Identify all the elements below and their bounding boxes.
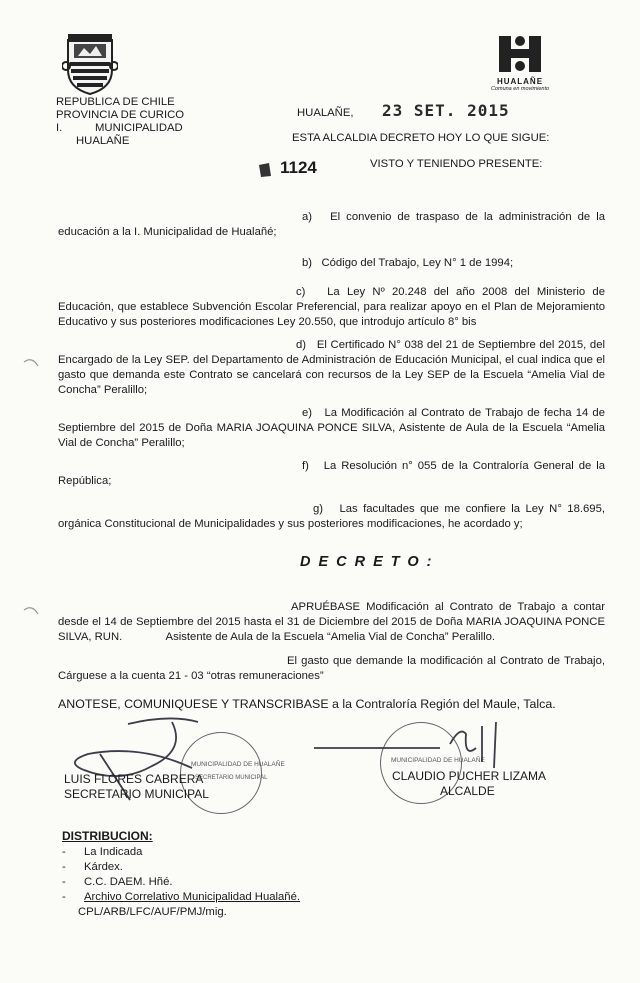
secretario-name: LUIS FLORES CABRERA	[64, 772, 204, 786]
secretario-title: SECRETARIO MUNICIPAL	[64, 787, 209, 801]
considerando-c: c) La Ley Nº 20.248 del año 2008 del Ministerio de Educación, que establece Subvención Escolar Preferencial, para realizar apoyo en el Plan de Mejoramiento Educativo y sus posteriores modificaciones Ley 20.550, que introdujo artículo 8° bis	[58, 286, 605, 328]
secretario-seal-sub: SECRETARIO MUNICIPAL	[195, 775, 268, 781]
considerando-b: b) Código del Trabajo, Ley N° 1 de 1994;	[302, 257, 514, 269]
decreto-title: DECRETO:	[300, 554, 440, 570]
anotese-line: ANOTESE, COMUNIQUESE Y TRANSCRIBASE a la Contraloría Región del Maule, Talca.	[58, 697, 556, 711]
letterhead-prefix: I.	[56, 122, 63, 134]
resolutivo-gasto: El gasto que demande la modificación al Contrato de Trabajo, Cárguese a la cuenta 21 - 03 “otras remuneraciones”	[58, 655, 605, 682]
considerando-a: a) El convenio de traspaso de la administración de la educación a la I. Municipalidad de Hualañé;	[58, 211, 605, 238]
header-place: HUALAÑE,	[297, 107, 354, 119]
distribucion-item: - La Indicada	[62, 846, 143, 858]
punch-mark-icon	[22, 604, 40, 622]
resolutivo-aprobase: APRUÉBASE Modificación al Contrato de Trabajo a contar desde el 14 de Septiembre del 2015 hasta el 31 de Diciembre del 2015 de Doña MARIA JOAQUINA PONCE SILVA, RUN. Asistente de Aula de la Escuela “Amelia Vial de Concha” Peralillo.	[58, 601, 605, 643]
stamp-mark-icon	[258, 162, 272, 181]
alcalde-title: ALCALDE	[440, 784, 495, 798]
hualane-logo-icon	[495, 34, 545, 74]
visto-heading: VISTO Y TENIENDO PRESENTE:	[370, 158, 543, 170]
brand-name: HUALAÑE	[496, 77, 544, 86]
distribucion-item: - Archivo Correlativo Municipalidad Hualañé.	[62, 891, 301, 903]
distribucion-item: - Kárdex.	[62, 861, 123, 873]
punch-mark-icon	[22, 356, 40, 374]
distribucion-title: DISTRIBUCION:	[62, 829, 153, 843]
hualane-brand-logo	[490, 34, 550, 94]
considerando-g: g) Las facultades que me confiere la Ley N° 18.695, orgánica Constitucional de Municipalidades y sus posteriores modificaciones, he acordado y;	[58, 503, 605, 530]
date-stamp: 23 SET. 2015	[382, 101, 510, 120]
letterhead-municipalidad: MUNICIPALIDAD	[95, 122, 183, 134]
decree-number: 1124	[280, 158, 317, 177]
distribucion-item: - C.C. DAEM. Hñé.	[62, 876, 173, 888]
brand-tagline: Comuna en movimiento	[490, 86, 550, 92]
alcalde-name: CLAUDIO PUCHER LIZAMA	[392, 769, 547, 783]
letterhead-provincia: PROVINCIA DE CURICO	[56, 109, 185, 121]
considerando-d: d) El Certificado N° 038 del 21 de Septiembre del 2015, del Encargado de la Ley SEP. del Departamento de Administración de Educación Municipal, el cual indica que el gasto que demanda este Contrato se cancelará con recursos de la Ley SEP de la Escuela “Amelia Vial de Concha” Peralillo;	[58, 339, 605, 396]
considerando-e: e) La Modificación al Contrato de Trabajo de fecha 14 de Septiembre del 2015 de Doña MARIA JOAQUINA PONCE SILVA, Asistente de Aula de la Escuela “Amelia Vial de Concha” Peralillo;	[58, 407, 605, 449]
letterhead-hualane: HUALAÑE	[76, 135, 130, 147]
decree-intro-line: ESTA ALCALDIA DECRETO HOY LO QUE SIGUE:	[292, 132, 550, 144]
considerando-f: f) La Resolución n° 055 de la Contraloría General de la República;	[58, 460, 605, 487]
alcalde-seal-text: MUNICIPALIDAD DE HUALAÑE	[391, 757, 485, 764]
municipal-crest	[62, 30, 118, 96]
secretario-seal-text: MUNICIPALIDAD DE HUALAÑE	[191, 761, 285, 768]
letterhead-republica: REPUBLICA DE CHILE	[56, 96, 175, 108]
distribucion-initials: CPL/ARB/LFC/AUF/PMJ/mig.	[78, 906, 227, 918]
